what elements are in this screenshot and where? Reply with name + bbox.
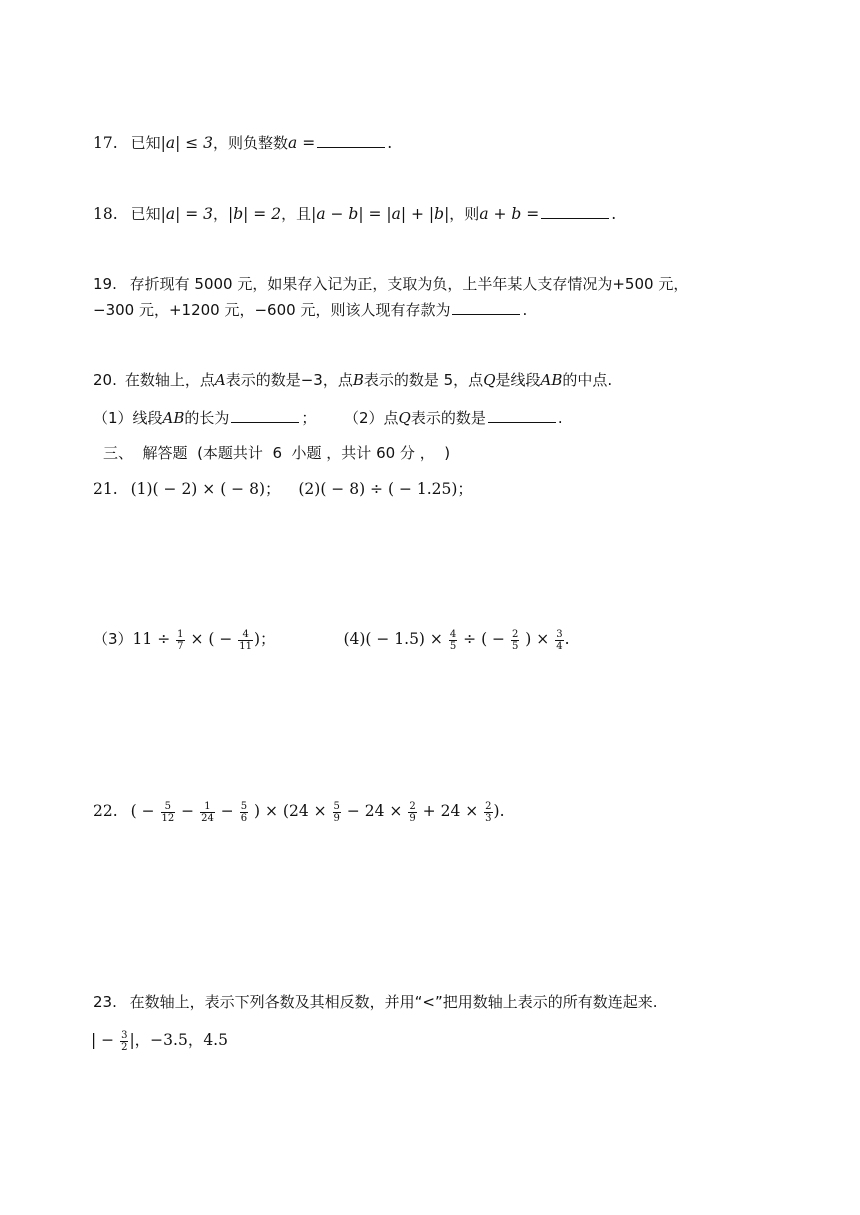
fraction: $\frac{3}{2}$: [121, 1029, 128, 1053]
fraction: $\frac{4}{5}$: [449, 628, 457, 652]
question-23-numbers: | − $\frac{3}{2}$ |，−3.5，4.5: [91, 1029, 228, 1053]
fraction: $\frac{2}{5}$: [511, 628, 519, 652]
question-text: 在数轴上，表示下列各数及其相反数，并用“<”把用数轴上表示的所有数连起来.: [129, 993, 658, 1011]
question-number: 18.: [93, 205, 118, 223]
fraction: $\frac{2}{9}$: [409, 800, 416, 824]
fraction: $\frac{3}{4}$: [556, 628, 563, 652]
fraction: $\frac{5}{6}$: [240, 800, 248, 824]
question-22: 22. ( − $\frac{5}{12}$ − $\frac{1}{24}$ − $\frac{5}{6}$ ) × (24 × $\frac{5}{9}$ − 24 × $\frac{2}{9}$ + 24 × $\frac{2}{3}$ ).: [93, 800, 505, 824]
fraction: $\frac{1}{24}$: [201, 800, 214, 824]
question-17: 17. 已知|a| ≤ 3，则负整数a = .: [93, 134, 393, 152]
answer-blank: [488, 408, 556, 423]
answer-blank: [317, 133, 385, 148]
section-heading: 三、 解答题 (本题共计 6 小题 ，共计 60 分 ， ): [103, 444, 451, 462]
answer-blank: [452, 300, 520, 315]
answer-blank: [231, 408, 299, 423]
question-23: [93, 991, 658, 1013]
answer-blank: [541, 204, 609, 219]
question-number: 20.: [93, 371, 117, 389]
fraction: $\frac{5}{9}$: [333, 800, 340, 824]
fraction: $\frac{4}{11}$: [239, 628, 252, 652]
fraction: $\frac{5}{12}$: [161, 800, 175, 824]
question-21: 21. (1)( − 2) × ( − 8)； (2)( − 8) ÷ ( − 1.25)；: [93, 480, 473, 498]
question-number: 19.: [93, 275, 117, 293]
question-18: 18. 已知|a| = 3，|b| = 2，且|a − b| = |a| + |b|，则a + b = .: [93, 205, 617, 223]
fraction: $\frac{2}{3}$: [485, 800, 492, 824]
question-19: [93, 273, 688, 295]
question-number: 21.: [93, 480, 118, 498]
question-19-line-2: −300 元，+1200 元，−600 元，则该人现有存款为 .: [93, 301, 528, 319]
question-number: 17.: [93, 134, 118, 152]
question-20: 20. 在数轴上，点A表示的数是−3，点B表示的数是 5，点Q是线段AB的中点.: [93, 371, 613, 389]
question-number: 23.: [93, 993, 117, 1011]
question-21-parts-3-4: （3）11 ÷ $\frac{1}{7}$ × ( − $\frac{4}{11}$ )； (4)( − 1.5) × $\frac{4}{5}$ ÷ ( − $\frac{2}{5}$ ) × $\frac{3}{4}$ .: [93, 628, 570, 652]
question-number: 22.: [93, 802, 118, 820]
fraction: $\frac{1}{7}$: [177, 628, 184, 652]
question-text: 存折现有 5000 元，如果存入记为正，支取为负，上半年某人支存情况为+500 元，: [129, 275, 689, 293]
question-20-parts: （1）线段AB的长为 ； （2）点Q表示的数是 .: [93, 409, 563, 427]
